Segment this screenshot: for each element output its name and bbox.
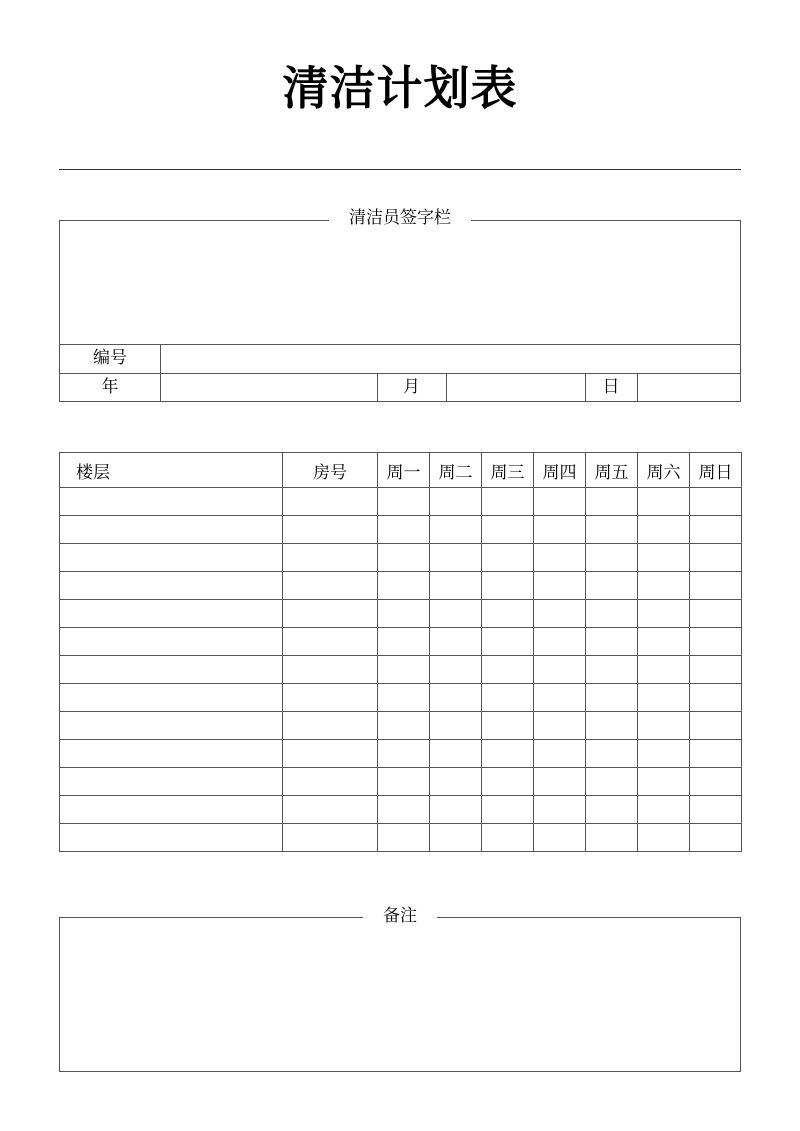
table-cell	[60, 768, 283, 796]
table-cell	[283, 712, 378, 740]
table-cell	[638, 544, 690, 572]
column-header-wed: 周三	[482, 453, 534, 488]
table-cell	[430, 656, 482, 684]
table-cell	[430, 768, 482, 796]
table-cell	[482, 796, 534, 824]
table-cell	[534, 572, 586, 600]
table-cell	[283, 740, 378, 768]
table-cell	[378, 600, 430, 628]
table-cell	[534, 740, 586, 768]
title-divider	[59, 169, 741, 170]
table-cell	[638, 824, 690, 852]
table-cell	[60, 740, 283, 768]
table-cell	[690, 712, 742, 740]
table-cell	[586, 544, 638, 572]
table-row	[60, 544, 742, 572]
table-cell	[60, 712, 283, 740]
table-cell	[378, 824, 430, 852]
table-cell	[60, 824, 283, 852]
signature-divider-2	[60, 373, 740, 374]
table-cell	[534, 488, 586, 516]
notes-box	[59, 917, 741, 1072]
table-cell	[482, 740, 534, 768]
table-cell	[690, 488, 742, 516]
table-cell	[638, 628, 690, 656]
table-cell	[283, 796, 378, 824]
table-cell	[430, 516, 482, 544]
table-cell	[586, 824, 638, 852]
table-cell	[482, 488, 534, 516]
table-cell	[638, 768, 690, 796]
table-cell	[283, 656, 378, 684]
table-cell	[586, 712, 638, 740]
table-cell	[638, 712, 690, 740]
column-header-mon: 周一	[378, 453, 430, 488]
table-header-row	[60, 453, 742, 488]
table-cell	[638, 740, 690, 768]
table-cell	[586, 572, 638, 600]
table-row	[60, 488, 742, 516]
table-cell	[586, 600, 638, 628]
table-row	[60, 656, 742, 684]
table-cell	[534, 796, 586, 824]
table-cell	[534, 824, 586, 852]
table-cell	[283, 544, 378, 572]
table-cell	[60, 488, 283, 516]
table-row	[60, 572, 742, 600]
column-header-room: 房号	[283, 453, 378, 488]
table-cell	[482, 544, 534, 572]
table-cell	[534, 684, 586, 712]
table-cell	[482, 712, 534, 740]
table-cell	[690, 572, 742, 600]
signature-vline-1	[160, 344, 161, 402]
column-header-floor: 楼层	[60, 453, 283, 488]
table-cell	[638, 796, 690, 824]
table-cell	[283, 768, 378, 796]
table-cell	[430, 712, 482, 740]
signature-section-label: 清洁员签字栏	[0, 207, 800, 229]
table-cell	[690, 544, 742, 572]
table-cell	[482, 628, 534, 656]
table-cell	[60, 796, 283, 824]
table-cell	[430, 824, 482, 852]
table-cell	[430, 600, 482, 628]
signature-vline-3	[446, 373, 447, 402]
table-cell	[586, 628, 638, 656]
table-cell	[534, 656, 586, 684]
table-cell	[60, 656, 283, 684]
table-cell	[690, 824, 742, 852]
table-cell	[534, 768, 586, 796]
notes-section-label: 备注	[0, 905, 800, 927]
table-cell	[690, 740, 742, 768]
table-cell	[430, 572, 482, 600]
table-cell	[378, 684, 430, 712]
column-header-thu: 周四	[534, 453, 586, 488]
table-cell	[690, 796, 742, 824]
table-cell	[60, 516, 283, 544]
schedule-table-body	[60, 488, 742, 852]
table-cell	[60, 572, 283, 600]
table-row	[60, 768, 742, 796]
table-cell	[378, 572, 430, 600]
table-cell	[60, 544, 283, 572]
table-cell	[283, 572, 378, 600]
table-cell	[534, 600, 586, 628]
column-header-fri: 周五	[586, 453, 638, 488]
table-cell	[482, 516, 534, 544]
table-cell	[690, 768, 742, 796]
table-cell	[638, 684, 690, 712]
table-row	[60, 796, 742, 824]
page-title: 清洁计划表	[282, 61, 518, 115]
signature-box	[59, 220, 741, 402]
table-cell	[534, 628, 586, 656]
table-cell	[638, 656, 690, 684]
table-cell	[430, 740, 482, 768]
table-row	[60, 628, 742, 656]
table-cell	[378, 488, 430, 516]
column-header-sat: 周六	[638, 453, 690, 488]
signature-divider-1	[60, 344, 740, 345]
table-cell	[638, 600, 690, 628]
column-header-tue: 周二	[430, 453, 482, 488]
table-cell	[690, 684, 742, 712]
table-cell	[482, 572, 534, 600]
table-cell	[690, 516, 742, 544]
schedule-table	[59, 452, 742, 852]
table-cell	[430, 684, 482, 712]
table-cell	[283, 488, 378, 516]
table-cell	[430, 628, 482, 656]
table-cell	[430, 796, 482, 824]
table-cell	[690, 628, 742, 656]
column-header-sun: 周日	[690, 453, 742, 488]
table-cell	[60, 684, 283, 712]
table-cell	[638, 488, 690, 516]
table-cell	[638, 572, 690, 600]
table-cell	[482, 600, 534, 628]
table-cell	[283, 824, 378, 852]
table-cell	[283, 600, 378, 628]
table-cell	[378, 768, 430, 796]
table-cell	[586, 684, 638, 712]
table-cell	[586, 768, 638, 796]
table-cell	[482, 824, 534, 852]
number-label: 编号	[93, 348, 127, 368]
table-cell	[586, 796, 638, 824]
table-cell	[378, 628, 430, 656]
table-row	[60, 684, 742, 712]
table-cell	[534, 516, 586, 544]
table-cell	[283, 628, 378, 656]
table-cell	[378, 544, 430, 572]
table-cell	[378, 656, 430, 684]
table-cell	[482, 768, 534, 796]
table-cell	[283, 516, 378, 544]
table-cell	[482, 656, 534, 684]
table-cell	[690, 600, 742, 628]
table-row	[60, 516, 742, 544]
month-label: 月	[403, 377, 420, 397]
table-cell	[690, 656, 742, 684]
table-cell	[430, 488, 482, 516]
year-label: 年	[101, 377, 119, 397]
table-cell	[586, 740, 638, 768]
table-cell	[430, 544, 482, 572]
table-cell	[534, 544, 586, 572]
table-cell	[60, 628, 283, 656]
table-cell	[586, 488, 638, 516]
table-row	[60, 712, 742, 740]
table-row	[60, 740, 742, 768]
table-cell	[638, 516, 690, 544]
table-cell	[378, 516, 430, 544]
signature-vline-5	[637, 373, 638, 402]
table-row	[60, 600, 742, 628]
table-row	[60, 824, 742, 852]
table-cell	[586, 516, 638, 544]
table-cell	[60, 600, 283, 628]
table-cell	[378, 796, 430, 824]
table-cell	[586, 656, 638, 684]
table-cell	[378, 740, 430, 768]
table-cell	[283, 684, 378, 712]
table-cell	[482, 684, 534, 712]
day-label: 日	[602, 377, 620, 397]
table-cell	[534, 712, 586, 740]
table-cell	[378, 712, 430, 740]
